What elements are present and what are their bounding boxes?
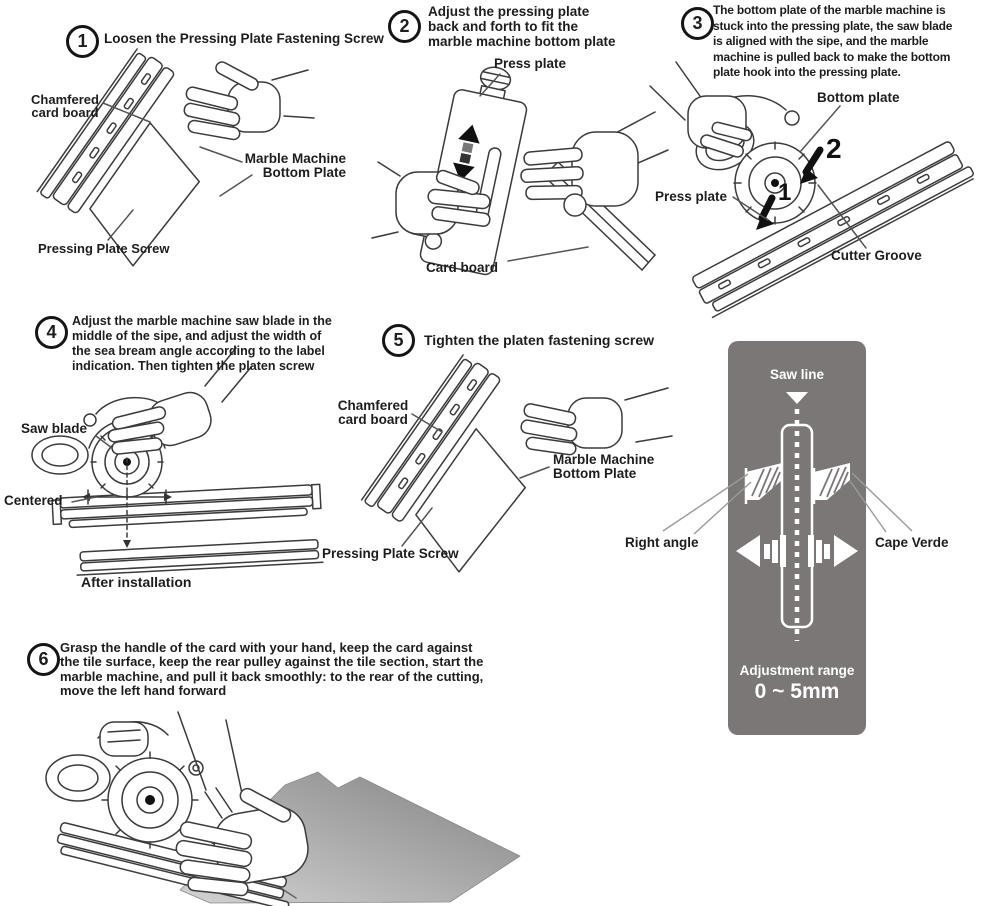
- step6-number-badge: [27, 643, 60, 676]
- label-line: Chamfered: [337, 398, 409, 413]
- step6-illustration: [46, 712, 520, 906]
- step3-number: 3: [692, 13, 703, 33]
- adjustment-range-panel: [728, 341, 866, 735]
- step2-right-hand: [521, 112, 668, 216]
- step5-number: 5: [393, 330, 404, 350]
- adjustment-range-value: 0 ~ 5mm: [754, 680, 840, 703]
- label-line: Chamfered: [31, 92, 99, 107]
- label-line: card board: [31, 105, 99, 121]
- label-line: Bottom Plate: [553, 465, 637, 481]
- step1-label-pressing-plate-screw: Pressing Plate Screw: [38, 241, 170, 256]
- step5-chamfer-rail: [360, 353, 568, 575]
- saw-line-pointer-icon: [786, 392, 808, 404]
- step2-number: 2: [399, 16, 410, 36]
- step2-label-card-board: Card board: [426, 260, 499, 275]
- step3-label-bottom-plate: Bottom plate: [817, 90, 900, 105]
- step3-figure-number-1: 1: [778, 179, 792, 206]
- adjustment-range-label: Adjustment range: [739, 663, 855, 678]
- step1-instruction: Loosen the Pressing Plate Fastening Screw: [104, 31, 384, 46]
- instruction-line: machine is pulled back to make the bottom: [713, 49, 951, 64]
- cape-verde-flag-icon: [814, 463, 850, 504]
- step4-label-centered: Centered: [4, 493, 63, 508]
- step2-instruction: [428, 4, 616, 49]
- instruction-line: plate hook into the pressing plate.: [713, 65, 901, 80]
- instruction-line: the sea bream angle according to the label: [72, 344, 325, 358]
- step4-instruction: [72, 314, 332, 374]
- instruction-line: The bottom plate of the marble machine is: [713, 3, 946, 17]
- step4-lower-rail: [76, 539, 323, 575]
- shift-right-arrow-icon: [808, 535, 858, 567]
- step4-caption-after-installation: After installation: [81, 574, 192, 590]
- instruction-line: marble machine, and pull it back smoothly: to the rear of the cutting,: [60, 668, 484, 684]
- step5-label-pressing-plate-screw: Pressing Plate Screw: [322, 546, 459, 561]
- step2-label-press-plate: Press plate: [494, 56, 567, 71]
- step6-instruction: [60, 641, 483, 699]
- instruction-line: indication. Then tighten the platen screw: [72, 359, 315, 373]
- step1-number-badge: [66, 25, 99, 58]
- label-line: card board: [338, 411, 408, 427]
- step3-label-press-plate: Press plate: [655, 189, 728, 204]
- label-line: Marble Machine: [244, 151, 346, 166]
- step5-number-badge: [382, 324, 415, 357]
- step4-base-rail: [52, 484, 321, 528]
- step1-number: 1: [77, 31, 88, 51]
- instruction-line: stuck into the pressing plate, the saw blade: [713, 18, 953, 33]
- step4-label-saw-blade: Saw blade: [21, 421, 88, 436]
- instruction-line: back and forth to fit the: [428, 19, 578, 34]
- step1-label-bottom-plate: [238, 152, 346, 180]
- step3-label-cutter-groove: Cutter Groove: [831, 248, 922, 263]
- saw-line-label: Saw line: [769, 367, 825, 382]
- step4-number: 4: [46, 322, 57, 342]
- step2-illustration: [372, 58, 668, 276]
- step2-press-plate: [407, 58, 534, 276]
- step1-chamfer-rail: [34, 47, 242, 269]
- step4-illustration: [32, 348, 323, 575]
- step5-label-chamfered-card-board: [334, 399, 412, 427]
- shift-left-arrow-icon: [736, 535, 786, 567]
- instruction-line: move the left hand forward: [60, 683, 227, 699]
- step3-figure-number-2: 2: [826, 133, 842, 164]
- label-line: Bottom Plate: [262, 164, 346, 180]
- step5-label-bottom-plate: [553, 453, 673, 481]
- step6-number: 6: [38, 649, 49, 669]
- panel-label-cape-verde: Cape Verde: [875, 535, 949, 550]
- step5-hand: [520, 388, 672, 455]
- step4-number-badge: [35, 316, 68, 349]
- instruction-line: Grasp the handle of the card with your hand, keep the card against: [60, 640, 473, 655]
- step2-number-badge: [388, 10, 421, 43]
- step1-hand: [183, 60, 314, 141]
- right-angle-flag-icon: [746, 463, 782, 504]
- step5-instruction: Tighten the platen fastening screw: [424, 332, 655, 348]
- panel-label-right-angle: Right angle: [625, 535, 699, 550]
- step3-instruction: [713, 3, 952, 81]
- instruction-line: is aligned with the sipe, and the marble: [713, 34, 929, 49]
- label-line: Marble Machine: [553, 452, 655, 467]
- step1-label-chamfered-card-board: [28, 93, 102, 120]
- step3-number-badge: [681, 7, 714, 40]
- instruction-line: marble machine bottom plate: [428, 34, 616, 49]
- instruction-line: middle of the sipe, and adjust the width of: [72, 329, 322, 343]
- instruction-line: Adjust the pressing plate: [428, 4, 590, 19]
- instruction-line: Adjust the marble machine saw blade in the: [72, 314, 332, 328]
- instruction-line: the tile surface, keep the rear pulley against the tile section, start the: [60, 654, 484, 670]
